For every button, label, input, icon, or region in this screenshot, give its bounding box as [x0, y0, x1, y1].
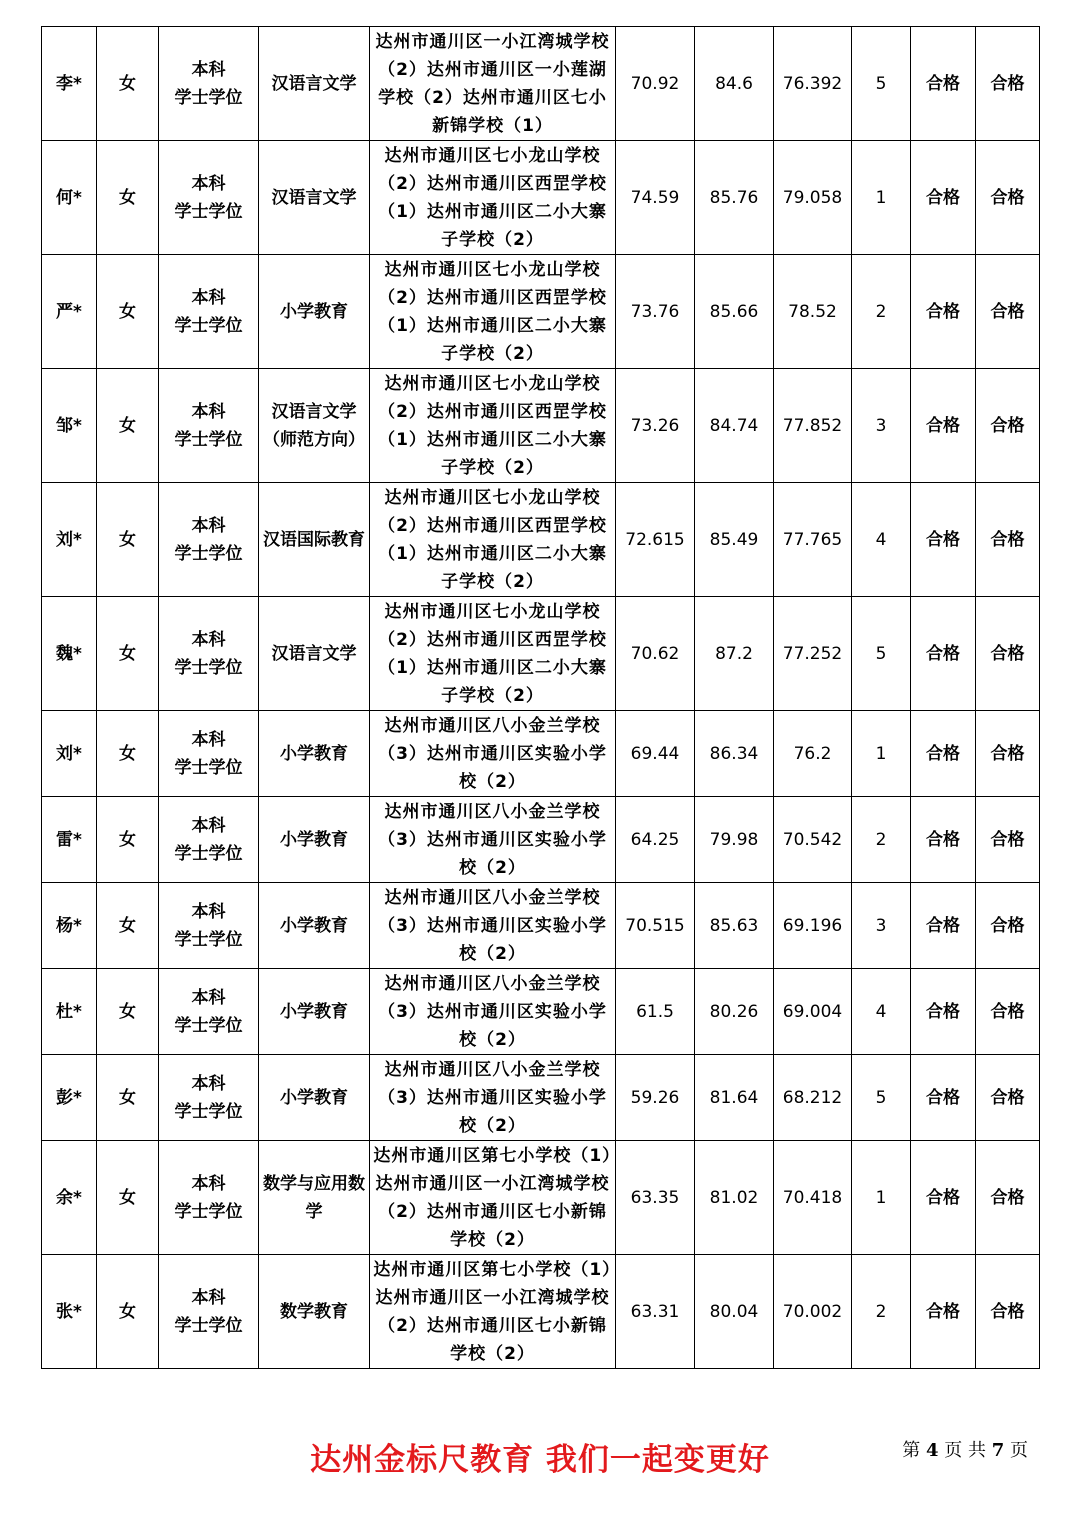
candidate-gender: 女: [97, 797, 159, 883]
degree-level: 本科: [191, 901, 226, 922]
applied-schools: 达州市通川区八小金兰学校（3）达州市通川区实验小学校（2）: [370, 969, 616, 1055]
written-score: 70.92: [616, 27, 695, 141]
rank: 4: [852, 483, 911, 597]
physical-exam-result: 合格: [911, 369, 976, 483]
total-score: 79.058: [774, 141, 852, 255]
inspection-result: 合格: [976, 483, 1040, 597]
degree-title: 学士学位: [174, 315, 243, 336]
candidate-degree: [159, 797, 259, 883]
rank: 4: [852, 969, 911, 1055]
candidate-gender: 女: [97, 141, 159, 255]
physical-exam-result: 合格: [911, 255, 976, 369]
physical-exam-result: 合格: [911, 141, 976, 255]
written-score: 72.615: [616, 483, 695, 597]
rank: 2: [852, 797, 911, 883]
degree-level: 本科: [191, 1073, 226, 1094]
degree-title: 学士学位: [174, 87, 243, 108]
degree-title: 学士学位: [174, 1101, 243, 1122]
rank: 3: [852, 883, 911, 969]
candidate-degree: [159, 597, 259, 711]
physical-exam-result: 合格: [911, 1055, 976, 1141]
interview-score: 79.98: [695, 797, 774, 883]
total-score: 70.542: [774, 797, 852, 883]
written-score: 73.76: [616, 255, 695, 369]
written-score: 61.5: [616, 969, 695, 1055]
rank: 3: [852, 369, 911, 483]
inspection-result: 合格: [976, 597, 1040, 711]
table-row: [42, 883, 1040, 969]
written-score: 69.44: [616, 711, 695, 797]
degree-title: 学士学位: [174, 1315, 243, 1336]
degree-level: 本科: [191, 515, 226, 536]
candidate-degree: [159, 711, 259, 797]
candidate-degree: [159, 1141, 259, 1255]
applied-schools: 达州市通川区七小龙山学校（2）达州市通川区西罡学校（1）达州市通川区二小大寨子学校（2）: [370, 597, 616, 711]
inspection-result: 合格: [976, 969, 1040, 1055]
table-row: [42, 597, 1040, 711]
applied-schools: 达州市通川区八小金兰学校（3）达州市通川区实验小学校（2）: [370, 1055, 616, 1141]
written-score: 59.26: [616, 1055, 695, 1141]
total-score: 76.2: [774, 711, 852, 797]
applied-schools: 达州市通川区七小龙山学校（2）达州市通川区西罡学校（1）达州市通川区二小大寨子学校（2）: [370, 255, 616, 369]
candidate-gender: 女: [97, 711, 159, 797]
degree-title: 学士学位: [174, 543, 243, 564]
rank: 5: [852, 1055, 911, 1141]
candidate-gender: 女: [97, 1255, 159, 1369]
degree-level: 本科: [191, 173, 226, 194]
candidate-major: 汉语言文学: [259, 27, 370, 141]
total-score: 70.418: [774, 1141, 852, 1255]
written-score: 74.59: [616, 141, 695, 255]
candidate-name: 杨*: [42, 883, 97, 969]
candidate-gender: 女: [97, 483, 159, 597]
interview-score: 87.2: [695, 597, 774, 711]
degree-title: 学士学位: [174, 201, 243, 222]
candidate-name: 刘*: [42, 483, 97, 597]
total-score: 76.392: [774, 27, 852, 141]
page-total: 7: [991, 1440, 1005, 1461]
candidate-degree: [159, 27, 259, 141]
table-row: [42, 797, 1040, 883]
inspection-result: 合格: [976, 255, 1040, 369]
inspection-result: 合格: [976, 797, 1040, 883]
candidate-degree: [159, 255, 259, 369]
degree-title: 学士学位: [174, 657, 243, 678]
total-score: 77.252: [774, 597, 852, 711]
rank: 5: [852, 27, 911, 141]
degree-level: 本科: [191, 629, 226, 650]
applied-schools: 达州市通川区七小龙山学校（2）达州市通川区西罡学校（1）达州市通川区二小大寨子学校（2）: [370, 369, 616, 483]
interview-score: 81.02: [695, 1141, 774, 1255]
table-row: [42, 1055, 1040, 1141]
physical-exam-result: 合格: [911, 1141, 976, 1255]
inspection-result: 合格: [976, 27, 1040, 141]
page-middle: 页 共: [944, 1440, 986, 1461]
candidate-name: 魏*: [42, 597, 97, 711]
candidate-degree: [159, 883, 259, 969]
degree-title: 学士学位: [174, 843, 243, 864]
table-row: [42, 1141, 1040, 1255]
degree-level: 本科: [191, 1173, 226, 1194]
total-score: 70.002: [774, 1255, 852, 1369]
table-row: [42, 969, 1040, 1055]
written-score: 64.25: [616, 797, 695, 883]
rank: 1: [852, 1141, 911, 1255]
interview-score: 85.63: [695, 883, 774, 969]
table-row: [42, 255, 1040, 369]
table-row: [42, 483, 1040, 597]
applied-schools: 达州市通川区八小金兰学校（3）达州市通川区实验小学校（2）: [370, 711, 616, 797]
inspection-result: 合格: [976, 1141, 1040, 1255]
candidate-gender: 女: [97, 27, 159, 141]
applied-schools: 达州市通川区第七小学校（1）达州市通川区一小江湾城学校（2）达州市通川区七小新锦学校（2）: [370, 1255, 616, 1369]
page-suffix: 页: [1010, 1440, 1028, 1461]
rank: 5: [852, 597, 911, 711]
footer-slogan: 达州金标尺教育 我们一起变更好: [310, 1442, 770, 1478]
candidate-degree: [159, 1255, 259, 1369]
degree-title: 学士学位: [174, 429, 243, 450]
degree-level: 本科: [191, 1287, 226, 1308]
candidate-gender: 女: [97, 597, 159, 711]
candidate-name: 雷*: [42, 797, 97, 883]
inspection-result: 合格: [976, 1255, 1040, 1369]
candidate-degree: [159, 969, 259, 1055]
total-score: 69.196: [774, 883, 852, 969]
candidate-major: 小学教育: [259, 255, 370, 369]
table-row: [42, 1255, 1040, 1369]
candidate-gender: 女: [97, 369, 159, 483]
written-score: 73.26: [616, 369, 695, 483]
rank: 2: [852, 1255, 911, 1369]
candidate-name: 李*: [42, 27, 97, 141]
interview-score: 85.49: [695, 483, 774, 597]
degree-title: 学士学位: [174, 929, 243, 950]
inspection-result: 合格: [976, 1055, 1040, 1141]
total-score: 77.765: [774, 483, 852, 597]
interview-score: 80.04: [695, 1255, 774, 1369]
candidate-degree: [159, 141, 259, 255]
candidate-gender: 女: [97, 255, 159, 369]
candidate-degree: [159, 369, 259, 483]
candidate-gender: 女: [97, 1141, 159, 1255]
candidate-major: 小学教育: [259, 883, 370, 969]
applied-schools: 达州市通川区八小金兰学校（3）达州市通川区实验小学校（2）: [370, 883, 616, 969]
applied-schools: 达州市通川区八小金兰学校（3）达州市通川区实验小学校（2）: [370, 797, 616, 883]
interview-score: 80.26: [695, 969, 774, 1055]
degree-title: 学士学位: [174, 1015, 243, 1036]
rank: 1: [852, 141, 911, 255]
candidate-major: 小学教育: [259, 711, 370, 797]
candidate-degree: [159, 1055, 259, 1141]
candidate-degree: [159, 483, 259, 597]
candidate-name: 邹*: [42, 369, 97, 483]
candidate-major: 小学教育: [259, 1055, 370, 1141]
physical-exam-result: 合格: [911, 27, 976, 141]
degree-title: 学士学位: [174, 757, 243, 778]
physical-exam-result: 合格: [911, 483, 976, 597]
rank: 2: [852, 255, 911, 369]
candidate-major: 汉语言文学（师范方向）: [259, 369, 370, 483]
results-table: [41, 26, 1040, 1369]
inspection-result: 合格: [976, 883, 1040, 969]
interview-score: 85.76: [695, 141, 774, 255]
inspection-result: 合格: [976, 369, 1040, 483]
degree-level: 本科: [191, 287, 226, 308]
applied-schools: 达州市通川区七小龙山学校（2）达州市通川区西罡学校（1）达州市通川区二小大寨子学校（2）: [370, 483, 616, 597]
candidate-name: 彭*: [42, 1055, 97, 1141]
candidate-name: 刘*: [42, 711, 97, 797]
candidate-major: 数学与应用数学: [259, 1141, 370, 1255]
page-number: [902, 1436, 1028, 1462]
applied-schools: 达州市通川区七小龙山学校（2）达州市通川区西罡学校（1）达州市通川区二小大寨子学校（2）: [370, 141, 616, 255]
candidate-major: 小学教育: [259, 969, 370, 1055]
interview-score: 84.6: [695, 27, 774, 141]
candidate-name: 余*: [42, 1141, 97, 1255]
candidate-major: 汉语言文学: [259, 141, 370, 255]
interview-score: 84.74: [695, 369, 774, 483]
physical-exam-result: 合格: [911, 969, 976, 1055]
candidate-major: 小学教育: [259, 797, 370, 883]
physical-exam-result: 合格: [911, 1255, 976, 1369]
physical-exam-result: 合格: [911, 711, 976, 797]
candidate-major: 汉语国际教育: [259, 483, 370, 597]
table-row: [42, 711, 1040, 797]
degree-title: 学士学位: [174, 1201, 243, 1222]
inspection-result: 合格: [976, 141, 1040, 255]
interview-score: 86.34: [695, 711, 774, 797]
table-row: [42, 369, 1040, 483]
candidate-major: 汉语言文学: [259, 597, 370, 711]
degree-level: 本科: [191, 815, 226, 836]
candidate-gender: 女: [97, 883, 159, 969]
page-current: 4: [926, 1440, 939, 1461]
inspection-result: 合格: [976, 711, 1040, 797]
interview-score: 85.66: [695, 255, 774, 369]
candidate-gender: 女: [97, 1055, 159, 1141]
rank: 1: [852, 711, 911, 797]
page-prefix: 第: [902, 1440, 921, 1461]
physical-exam-result: 合格: [911, 797, 976, 883]
candidate-name: 张*: [42, 1255, 97, 1369]
degree-level: 本科: [191, 401, 226, 422]
candidate-gender: 女: [97, 969, 159, 1055]
candidate-name: 杜*: [42, 969, 97, 1055]
applied-schools: 达州市通川区第七小学校（1）达州市通川区一小江湾城学校（2）达州市通川区七小新锦学校（2）: [370, 1141, 616, 1255]
physical-exam-result: 合格: [911, 597, 976, 711]
table-row: [42, 141, 1040, 255]
written-score: 70.515: [616, 883, 695, 969]
written-score: 63.31: [616, 1255, 695, 1369]
applied-schools: 达州市通川区一小江湾城学校（2）达州市通川区一小莲湖学校（2）达州市通川区七小新锦学校（1）: [370, 27, 616, 141]
total-score: 68.212: [774, 1055, 852, 1141]
written-score: 70.62: [616, 597, 695, 711]
degree-level: 本科: [191, 729, 226, 750]
candidate-name: 何*: [42, 141, 97, 255]
candidate-name: 严*: [42, 255, 97, 369]
degree-level: 本科: [191, 59, 226, 80]
interview-score: 81.64: [695, 1055, 774, 1141]
candidate-major: 数学教育: [259, 1255, 370, 1369]
degree-level: 本科: [191, 987, 226, 1008]
total-score: 77.852: [774, 369, 852, 483]
total-score: 78.52: [774, 255, 852, 369]
written-score: 63.35: [616, 1141, 695, 1255]
results-table-body: [42, 27, 1040, 1369]
physical-exam-result: 合格: [911, 883, 976, 969]
total-score: 69.004: [774, 969, 852, 1055]
table-row: [42, 27, 1040, 141]
